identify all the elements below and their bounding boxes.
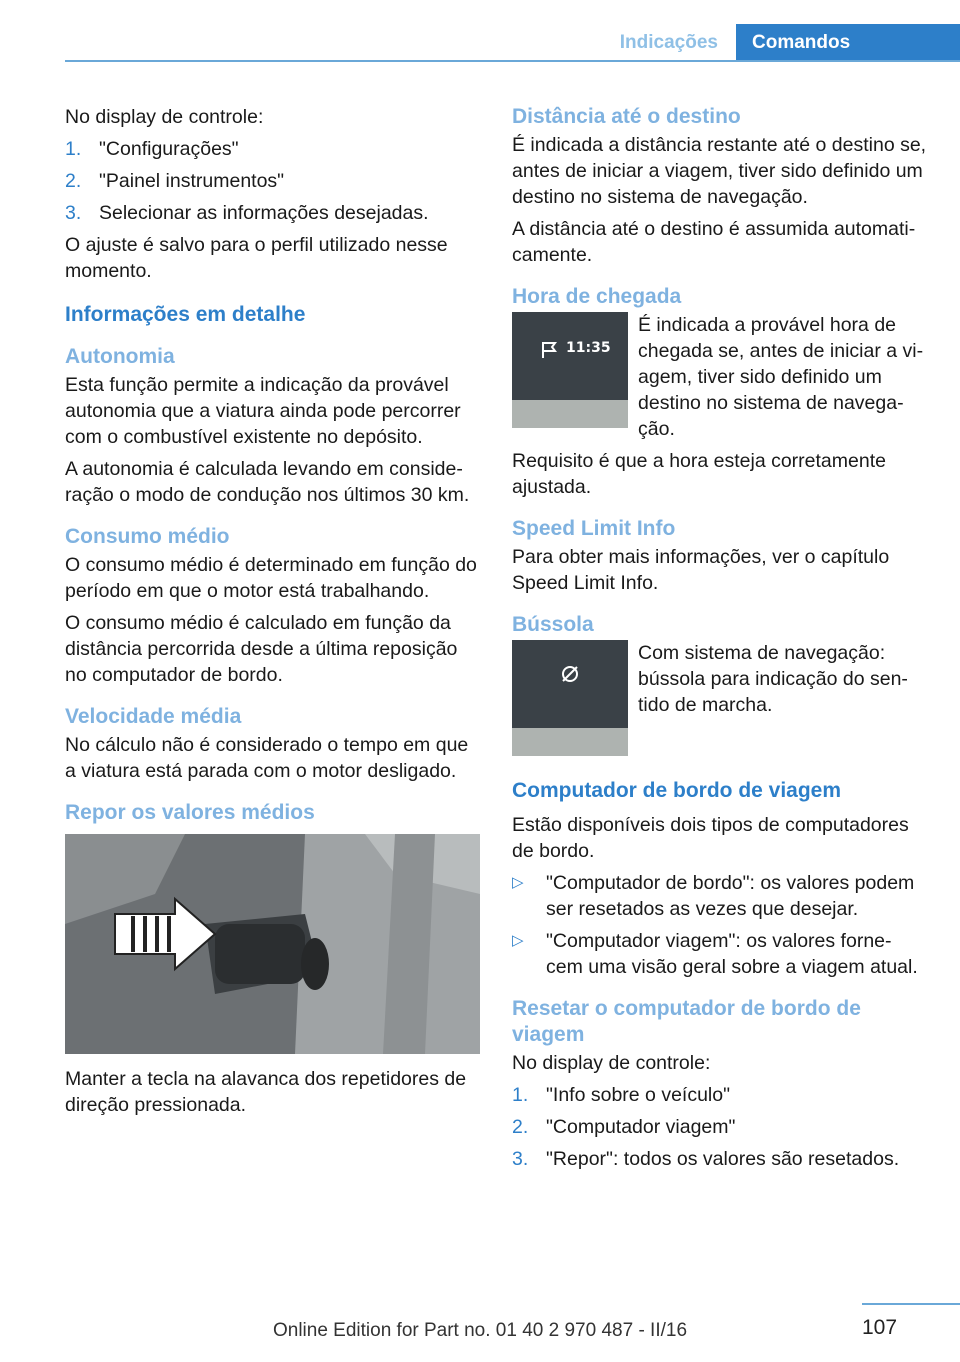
step-number: 2.: [512, 1116, 529, 1138]
compass-off-icon: [560, 664, 580, 684]
list-item-text: "Computador viagem": os valores forne‐cem uma visão geral sobre a viagem atual.: [546, 930, 918, 978]
autonomia-paragraph-2: A autonomia é calculada levando em conside‐ração o modo de condução nos últimos 30 km.: [65, 458, 470, 506]
triangle-bullet-icon: ▷: [512, 932, 524, 949]
chegada-paragraph-2: Requisito é que a hora esteja corretamente ajustada.: [512, 450, 886, 498]
list-item: [512, 1114, 927, 1140]
step-number: 1.: [512, 1084, 529, 1106]
distancia-heading: Distância até o destino: [512, 105, 741, 128]
list-item: [512, 1146, 927, 1172]
list-item: [65, 168, 480, 194]
velocidade-paragraph: No cálculo não é considerado o tempo em que a viatura está parada com o motor desligado.: [65, 734, 469, 782]
list-item: [512, 928, 927, 980]
resetar-intro: No display de controle:: [512, 1052, 711, 1074]
step-text: "Repor": todos os valores são resetados.: [546, 1148, 900, 1170]
right-column: [512, 104, 927, 1178]
arrival-time-display-image: [512, 312, 628, 428]
step-text: "Info sobre o veículo": [546, 1084, 731, 1106]
saved-note: O ajuste é salvo para o perfil utilizado nesse momento.: [65, 234, 448, 282]
resetar-heading: Resetar o computador de bordo de viagem: [512, 997, 861, 1046]
page-number: 107: [862, 1316, 898, 1339]
compass-display-image: [512, 640, 628, 756]
step-number: 2.: [65, 170, 82, 192]
consumo-paragraph-1: O consumo médio é determinado em função do período em que o motor está trabalhando.: [65, 554, 477, 602]
left-column: [65, 104, 480, 1124]
chegada-heading: Hora de chegada: [512, 285, 682, 308]
lever-illustration: [65, 834, 480, 1054]
speed-heading: Speed Limit Info: [512, 517, 676, 540]
computador-types-list: [512, 870, 927, 980]
step-number: 3.: [65, 202, 82, 224]
list-item: [65, 136, 480, 162]
display-bottom-strip: [512, 728, 628, 756]
step-number: 1.: [65, 138, 82, 160]
autonomia-heading: Autonomia: [65, 345, 175, 368]
bussola-paragraph: Com sistema de navegação: bússola para indicação do sen‐tido de marcha.: [638, 642, 908, 716]
computador-paragraph: Estão disponíveis dois tipos de computadores de bordo.: [512, 814, 909, 862]
tab-indicacoes[interactable]: Indicações: [619, 32, 718, 53]
turn-signal-lever-image: [65, 834, 480, 1054]
list-item: [512, 1082, 927, 1108]
triangle-bullet-icon: ▷: [512, 874, 524, 891]
bussola-heading: Bússola: [512, 613, 594, 636]
distancia-paragraph-2: A distância até o destino é assumida automati‐camente.: [512, 218, 916, 266]
list-item: [512, 870, 927, 922]
tab-comandos[interactable]: Comandos: [736, 24, 960, 62]
step-text: Selecionar as informações desejadas.: [99, 202, 429, 224]
step-number: 3.: [512, 1148, 529, 1170]
repor-heading: Repor os valores médios: [65, 801, 315, 824]
repor-caption: Manter a tecla na alavanca dos repetidores de direção pressionada.: [65, 1068, 467, 1116]
list-item: [65, 200, 480, 226]
computador-heading: Computador de bordo de viagem: [512, 779, 842, 802]
step-text: "Painel instrumentos": [99, 170, 285, 192]
resetar-steps: [512, 1082, 927, 1172]
velocidade-heading: Velocidade média: [65, 705, 242, 728]
speed-paragraph: Para obter mais informações, ver o capítulo Speed Limit Info.: [512, 546, 890, 594]
header-divider: [65, 60, 960, 62]
flag-icon: [540, 340, 560, 360]
arrival-time-value: 11:35: [566, 340, 611, 356]
footer-divider: [862, 1303, 960, 1305]
step-text: "Computador viagem": [546, 1116, 736, 1138]
chegada-paragraph-1: É indicada a provável hora de chegada se, antes de iniciar a vi‐agem, tiver sido definido um destino no sistema de navega‐ção.: [638, 314, 924, 440]
step-text: "Configurações": [99, 138, 239, 160]
consumo-heading: Consumo médio: [65, 525, 230, 548]
list-item-text: "Computador de bordo": os valores podem ser resetados as vezes que desejar.: [546, 872, 915, 920]
distancia-paragraph-1: É indicada a distância restante até o destino se, antes de iniciar a viagem, tiver sido definido um destino no sistema de navegação.: [512, 134, 927, 208]
autonomia-paragraph-1: Esta função permite a indicação da provável autonomia que a viatura ainda pode percorrer com o combustível existente no depósito.: [65, 374, 461, 448]
intro-text: No display de controle:: [65, 106, 264, 128]
display-bottom-strip: [512, 400, 628, 428]
details-heading: Informações em detalhe: [65, 303, 306, 326]
consumo-paragraph-2: O consumo médio é calculado em função da distância percorrida desde a última reposição no computador de bordo.: [65, 612, 458, 686]
edition-footer: Online Edition for Part no. 01 40 2 970 487 - II/16: [272, 1320, 688, 1341]
settings-steps: [65, 136, 480, 226]
page-header: [65, 0, 960, 62]
